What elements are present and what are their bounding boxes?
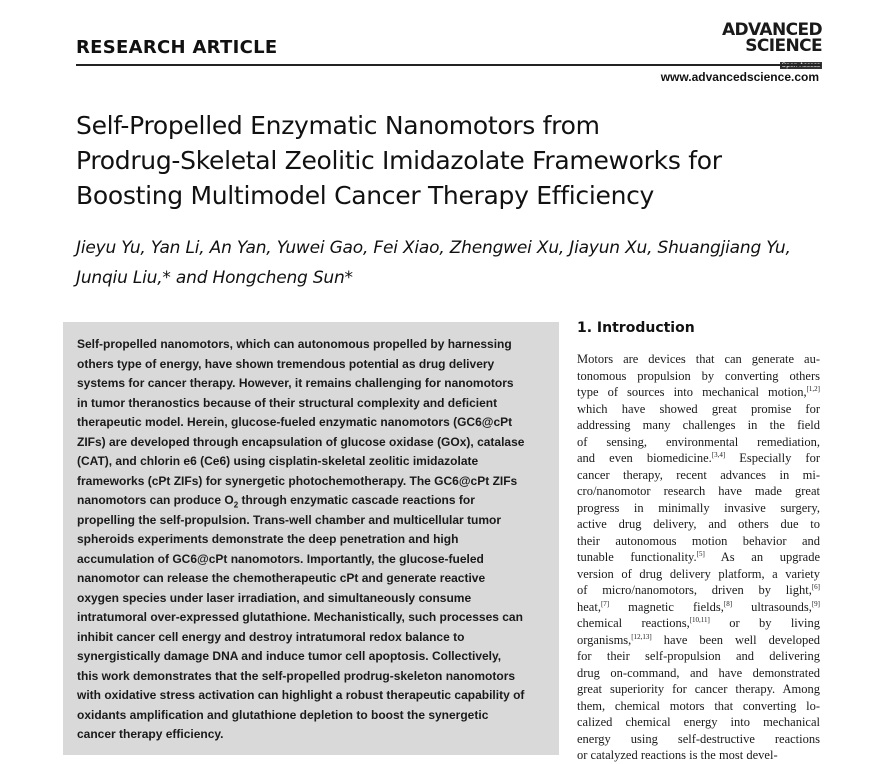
citation-reference: [10,11] [689, 615, 710, 624]
line-text: heat, [577, 599, 601, 614]
title-line: Self-Propelled Enzymatic Nanomotors from [76, 111, 600, 140]
introduction-line [577, 632, 820, 649]
introduction-line [577, 599, 820, 616]
line-text: (CAT), and chlorin e6 (Ce6) using cisplatin-skeletal zeolitic imidazolate [77, 454, 479, 468]
line-text: cro/nanomotor research have made great [577, 484, 820, 498]
line-text: them, chemical motors that converting lo- [577, 698, 820, 713]
introduction-line [577, 665, 820, 682]
introduction-text [577, 351, 820, 764]
introduction-line [577, 681, 820, 698]
introduction-line [577, 467, 820, 484]
abstract-line [77, 472, 552, 492]
section-label: RESEARCH ARTICLE [76, 37, 278, 58]
line-text: intratumoral over-expressed glutathione. Mechanistically, such processes can [77, 610, 523, 624]
line-text: type of sources into mechanical motion, [577, 385, 807, 399]
introduction-line [577, 648, 820, 665]
abstract-line [77, 491, 552, 511]
introduction-line [577, 368, 820, 385]
line-text: energy using self-destructive reactions [577, 731, 820, 746]
introduction-line [577, 615, 820, 632]
abstract-line [77, 667, 552, 687]
introduction-line [577, 533, 820, 550]
abstract-line [77, 335, 552, 355]
line-text: others type of energy, have shown tremendous potential as drug delivery [77, 356, 495, 371]
introduction-line [577, 483, 820, 500]
line-text: which have showed great promise for [577, 401, 820, 416]
line-text: systems for cancer therapy. However, it remains challenging for nanomotors [77, 376, 514, 390]
abstract-line [77, 608, 552, 628]
header-rule [76, 64, 821, 66]
introduction-line [577, 500, 820, 517]
abstract-line [77, 511, 552, 531]
line-text: propelling the self-propulsion. Trans-well chamber and multicellular tumor [77, 512, 502, 527]
line-text: and even biomedicine. [577, 451, 712, 465]
line-text: nanomotor can release the chemotherapeutic cPt and generate reactive [77, 571, 486, 585]
abstract-line [77, 628, 552, 648]
citation-reference: [6] [811, 582, 820, 591]
line-text: tunable functionality. [577, 550, 697, 564]
line-text: synergistically damage DNA and induce tumor cell apoptosis. Collectively, [77, 649, 502, 663]
line-text: or catalyzed reactions is the most devel- [577, 748, 778, 762]
abstract-line [77, 569, 552, 589]
introduction-line [577, 714, 820, 731]
line-text: for their self-propulsion and delivering [577, 649, 820, 663]
line-text: in tumor theranostics because of their structural complexity and deficient [77, 395, 498, 410]
line-text: ultrasounds, [732, 599, 812, 614]
abstract-text [77, 335, 552, 745]
introduction-line [577, 549, 820, 566]
abstract-line [77, 686, 552, 706]
line-text: frameworks (cPt ZIFs) for synergetic photochemotherapy. The GC6@cPt ZIFs [77, 473, 518, 488]
line-text: through enzymatic cascade reactions for [238, 493, 475, 507]
line-text: tonomous propulsion by converting others [577, 368, 820, 383]
citation-reference: [9] [811, 599, 820, 608]
subscript: 2 [233, 500, 239, 510]
journal-website-link[interactable]: www.advancedscience.com [660, 70, 819, 84]
introduction-line [577, 434, 820, 451]
introduction-line [577, 401, 820, 418]
author-list [76, 233, 856, 293]
abstract-line [77, 706, 552, 726]
line-text: or by living [709, 616, 820, 630]
citation-reference: [7] [600, 599, 610, 608]
line-text: organisms, [577, 632, 632, 647]
introduction-line [577, 516, 820, 533]
line-text: this work demonstrates that the self-propelled prodrug-skeleton nanomotors [77, 668, 516, 683]
line-text: Motors are devices that can generate au- [577, 352, 820, 366]
line-text: Self-propelled nanomotors, which can autonomous propelled by harnessing [77, 337, 512, 351]
abstract-line [77, 355, 552, 375]
abstract-line [77, 725, 552, 745]
line-text: of micro/nanomotors, driven by light, [577, 583, 812, 597]
citation-reference: [12,13] [631, 632, 652, 641]
line-text: cancer therapy efficiency. [77, 727, 224, 741]
title-line: Prodrug-Skeletal Zeolitic Imidazolate Frameworks for [76, 146, 722, 175]
line-text: their autonomous motion behavior and [577, 533, 820, 548]
citation-reference: [8] [723, 599, 733, 608]
line-text: oxidants amplification and glutathione depletion to boost the synergetic [77, 707, 489, 722]
introduction-line [577, 566, 820, 583]
abstract-line [77, 550, 552, 570]
abstract-line [77, 374, 552, 394]
author-line: Jieyu Yu, Yan Li, An Yan, Yuwei Gao, Fei Xiao, Zhengwei Xu, Jiayun Xu, Shuangjiang Yu, [76, 238, 791, 258]
journal-logo-line1: ADVANCED [721, 20, 822, 40]
line-text: have been well developed [651, 632, 820, 647]
line-text: inhibit cancer cell energy and destroy intratumoral redox balance to [77, 629, 465, 644]
line-text: with oxidative stress activation can highlight a robust therapeutic capability of [77, 688, 525, 702]
citation-reference: [5] [696, 549, 705, 558]
abstract-line [77, 530, 552, 550]
journal-logo-line2: SCIENCE [745, 36, 822, 56]
line-text: chemical reactions, [577, 616, 690, 630]
line-text: spheroids experiments demonstrate the deep penetration and high [77, 532, 459, 546]
line-text: As an upgrade [704, 550, 820, 564]
abstract-line [77, 452, 552, 472]
line-text: magnetic fields, [609, 599, 724, 614]
introduction-line [577, 450, 820, 467]
line-text: drug on-command, and have demonstrated [577, 665, 820, 680]
line-text: cancer therapy, recent advances in mi- [577, 467, 820, 482]
abstract-line [77, 647, 552, 667]
line-text: addressing many challenges in the field [577, 418, 820, 432]
article-title [76, 108, 836, 213]
title-line: Boosting Multimodel Cancer Therapy Efficiency [76, 181, 655, 210]
abstract-line [77, 433, 552, 453]
line-text: nanomotors can produce O [77, 493, 234, 507]
line-text: active drug delivery, and others due to [577, 517, 820, 531]
introduction-line [577, 351, 820, 368]
line-text: ZIFs) are developed through encapsulation of glucose oxidase (GOx), catalase [77, 434, 525, 449]
citation-reference: [1,2] [806, 384, 820, 393]
author-line: Junqiu Liu,* and Hongcheng Sun* [76, 268, 353, 288]
abstract-line [77, 394, 552, 414]
introduction-line [577, 417, 820, 434]
line-text: oxygen species under laser irradiation, and simultaneously consume [77, 590, 472, 605]
introduction-heading: 1. Introduction [577, 320, 695, 336]
abstract-line [77, 413, 552, 433]
introduction-line [577, 582, 820, 599]
citation-reference: [3,4] [711, 450, 726, 459]
introduction-line [577, 698, 820, 715]
introduction-line [577, 747, 820, 764]
introduction-line [577, 731, 820, 748]
line-text: Especially for [725, 451, 820, 465]
line-text: calized chemical energy into mechanical [577, 715, 820, 729]
line-text: accumulation of GC6@cPt nanomotors. Importantly, the glucose-fueled [77, 551, 484, 566]
abstract-line [77, 589, 552, 609]
line-text: great superiority for cancer therapy. Among [577, 682, 820, 696]
introduction-line [577, 384, 820, 401]
line-text: progress in minimally invasive surgery, [577, 500, 820, 515]
line-text: therapeutic model. Herein, glucose-fueled enzymatic nanomotors (GC6@cPt [77, 415, 513, 429]
line-text: of sensing, environmental remediation, [577, 434, 820, 449]
line-text: version of drug delivery platform, a variety [577, 566, 820, 581]
